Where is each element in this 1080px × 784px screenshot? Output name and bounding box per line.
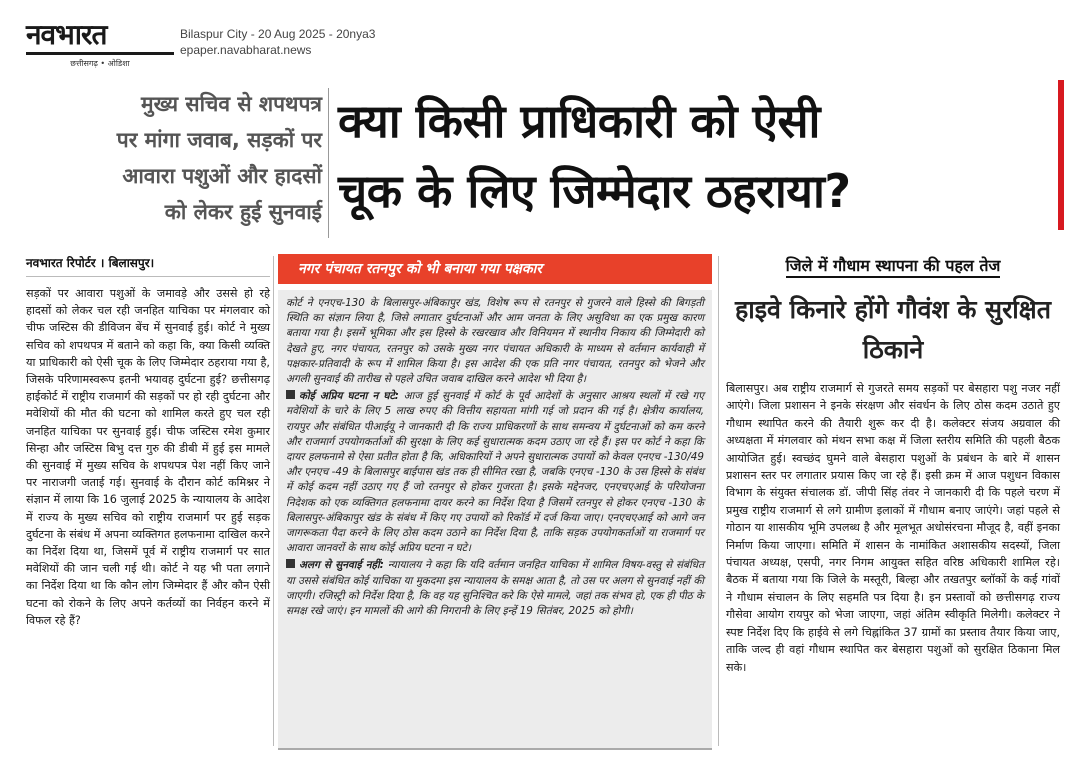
secondary-story-body: बिलासपुर। अब राष्ट्रीय राजमार्ग से गुजरते समय सड़कों पर बेसहारा पशु नजर नहीं आएंगे। जिला प्रशासन ने इनके संरक्षण और संवर्धन के लिए ठोस कदम उठाते हुए गौधाम स्थापित करने की तैयारी शुरू कर दी है। कलेक्टर संजय अग्रवाल की अध्यक्षता में मंगलवार को मंथन सभा कक्ष में जिला स्तरीय समिति की पहली बैठक आयोजित हुई। स्वच्छंद घुमने वाले बेसहारा पशुओं के प्रबंधन के बारे में शासन प्रशासन स्तर पर लगातार प्रयास किए जा रहे हैं। इसी क्रम में आज पशुधन विकास विभाग के संयुक्त संचालक डॉ. जीपी सिंह तंवर ने जानकारी दी कि पहले चरण में प्रमुख राष्ट्रीय राजमार्ग से लगे ग्रामीण इलाकों में गौधाम बनाए जाएंगे। जहां पहले से गोठान या शासकीय भूमि उपलब्ध है और मूलभूत अधोसंरचना मौजूद है, वहीं इनका निर्माण किया जाएगा। समिति में शासन के नामांकित अशासकीय सदस्यों, जिला पंचायत अध्यक्ष, एसपी, नगर निगम आयुक्त सहित वरिष्ठ अधिकारी शामिल रहे। बैठक में बताया गया कि जिले के मस्तूरी, बिल्हा और तखतपुर ब्लॉकों के कई गांवों ने गौधाम संचालन के लिए सहमति पत्र दिया है। इन प्रस्तावों को छत्तीसगढ़ राज्य गौसेवा आयोग रायपुर को भेजा जाएगा, जहां अंतिम स्वीकृति मिलेगी। कलेक्टर ने स्पष्ट निर्देश दिए कि हाईवे से लगे चिह्नांकित 37 ग्रामों का प्रस्ताव तैयार किया जाए, ताकि जल्द ही वहां गौधाम स्थापित कर बेसहारा पशुओं को सुरक्षित ठिकाना मिल सके। <box>726 382 1060 674</box>
deck-line: आवारा पशुओं और हादसों <box>122 164 322 188</box>
accent-rule <box>1058 80 1064 230</box>
bullet-square-icon <box>286 559 295 568</box>
paragraph-text: आज हुई सुनवाई में कोर्ट के पूर्व आदेशों के अनुसार आश्रय स्थलों में रखे गए मवेशियों के चारे के लिए 5 लाख रुपए की वित्तीय सहायता मांगी गई जो प्रदान की गई है। क्षेत्रीय कार्यालय, रायपुर और संबंधित पीआईयू ने जानकारी दी कि राज्य प्राधिकरणों के साथ समन्वय में दुर्घटनाओं को कम करने और राजमार्ग उपयोगकर्ताओं की सुरक्षा के लिए कई सुधारात्मक कदम उठाए जा रहे हैं। इस पर कोर्ट ने कहा कि दायर हलफनामे से ऐसा प्रतीत होता है कि, अधिकारियों ने अपने सुधारात्मक उपायों को केवल एनएच -130/49 और एनएच -49 के बिलासपुर बाईपास खंड तक ही सीमित रखा है, जबकि एनएच -130 के उस हिस्से के संबंध में कोई कदम नहीं उठाए गए हैं जो रतनपुर से होकर गुजरता है। इसके मद्देनजर, एनएचएआई के परियोजना निदेशक को एक व्यक्तिगत हलफनामा दायर करने का निर्देश दिया है जिसमें रतनपुर से होकर एनएच -130 के बिलासपुर-अंबिकापुर खंड के संबंध में किए गए उपायों को रिकॉर्ड में दर्ज किया जाए। एनएचएआई को आगे जन जागरूकता पैदा करने के लिए ठोस कदम उठाने का निर्देश दिया है, ताकि सड़क उपयोगकर्ताओं या राजमार्ग पर आवारा जानवरों के साथ कोई अप्रिय घटना न घटे। <box>286 390 704 555</box>
sidebar-paragraph <box>286 558 704 619</box>
column-divider <box>273 256 274 746</box>
deck-line: पर मांगा जवाब, सड़कों पर <box>116 128 322 152</box>
paragraph-lead: कोई अप्रिय घटना न घटे: <box>299 390 399 403</box>
sidebar-paragraph: कोर्ट ने एनएच-130 के बिलासपुर-अंबिकापुर खंड, विशेष रूप से रतनपुर से गुजरने वाले हिस्से की बिगड़ती स्थिति का संज्ञान लिया है, जिसे लगातार दुर्घटनाओं और आम जनता के लिए असुविधा का एक प्रमुख कारण बताया गया है। इसमें भूमिका और इस हिस्से के रखरखाव और विनियमन में स्थानीय निकाय की जिम्मेदारी को देखते हुए, नगर पंचायत, रतनपुर को उसके मुख्य नगर पंचायत अधिकारी के माध्यम से वर्तमान कार्यवाही में पक्षकार-प्रतिवादी के रूप में शामिल किया है। इस आदेश की एक प्रति नगर पंचायत, रतनपुर को भेजने और अगली सुनवाई की तारीख से पहले उचित जवाब दाखिल करने आदेश भी दिया है। <box>286 297 704 386</box>
main-story-column <box>26 254 270 754</box>
logo-subtitle: छत्तीसगढ़ • ओडिशा <box>70 59 130 68</box>
masthead <box>18 14 1062 70</box>
byline: नवभारत रिपोर्टर । बिलासपुर। <box>26 254 270 277</box>
edition-line: Bilaspur City - 20 Aug 2025 - 20nya3 <box>180 27 376 41</box>
headline-line: चूक के लिए जिम्मेदार ठहराया? <box>338 164 851 218</box>
paragraph-text: न्यायालय ने कहा कि यदि वर्तमान जनहित याचिका में शामिल विषय-वस्तु से संबंधित या उससे संबंधित कोई याचिका या मुकदमा इस न्यायालय के समक्ष आता है, तो उस पर अलग से सुनवाई नहीं की जाएगी। रजिस्ट्री को निर्देश दिया है, कि वह यह सुनिश्चित करे कि ऐसे मामले, जहां तक संभव हो, एक ही पीठ के समक्ष रखे जाएं। इन मामलों की आगे की निगरानी के लिए इन्हें 19 सितंबर, 2025 को होगी। <box>286 559 704 618</box>
epaper-url: epaper.navabharat.news <box>180 43 312 57</box>
section-banner: नगर पंचायत रतनपुर को भी बनाया गया पक्षकार <box>278 254 712 284</box>
story-body: सड़कों पर आवारा पशुओं के जमावड़े और उससे हो रहे हादसों को लेकर चल रही जनहित याचिका पर मंगलवार को चीफ जस्टिस की डीविजन बेंच में सुनवाई हुई। कोर्ट ने मुख्य सचिव को शपथपत्र में बताने को कहा कि, क्या किसी व्यक्ति या प्राधिकारी को ऐसी चूक के लिए जिम्मेदार ठहराया गया है, जिसके परिणामस्वरूप इतनी भयावह दुर्घटना हुई? छत्तीसगढ़ हाईकोर्ट में राष्ट्रीय राजमार्ग की सड़कों पर हो रही दुर्घटना और मवेशियों की मौत की घटना को शामिल करते हुए चल रही जनहित याचिका पर सुनवाई हुई। चीफ जस्टिस रमेश कुमार सिन्हा और जस्टिस बिभु दत्त गुरु की डीबी में हुई इस मामले की सुनवाई में मुख्य सचिव के शपथपत्र पेश नहीं किए जाने पर नाराजगी जताई गई। सुनवाई के दौरान कोर्ट कमिश्नर ने संज्ञान में लाया कि 16 जुलाई 2025 के न्यायालय के आदेश में राज्य के मुख्य सचिव को राष्ट्रीय राजमार्ग पर हुई सड़क दुर्घटना के संबंध में अपना व्यक्तिगत हलफनामा दाखिल करने का निर्देश दिया था, जिसमें पूर्व में राष्ट्रीय राजमार्ग पर सात मवेशियों की जान चली गई थी। कोर्ट ने यह भी पता लगाने का निर्देश दिया था कि कौन लोग जिम्मेदार हैं और कौन ऐसी घटना को रोकने के लिए अपने कर्तव्यों का निर्वहन करने में विफल रहे हैं? <box>26 287 270 627</box>
headline-line: क्या किसी प्राधिकारी को ऐसी <box>338 94 820 148</box>
secondary-story-column <box>726 254 1060 754</box>
logo-title: नवभारत <box>26 18 174 55</box>
deck-headline <box>30 86 322 236</box>
secondary-headline: हाइवे किनारे होंगे गौवंश के सुरक्षित ठिकाने <box>735 295 1051 364</box>
deck-line: मुख्य सचिव से शपथपत्र <box>141 92 322 116</box>
main-headline <box>338 86 1054 238</box>
paragraph-lead: अलग से सुनवाई नहीं: <box>299 559 384 572</box>
deck-line: को लेकर हुई सुनवाई <box>164 200 322 224</box>
edition-info <box>180 26 375 58</box>
sidebar-box <box>278 290 712 750</box>
divider <box>328 88 329 238</box>
sidebar-paragraph <box>286 389 704 556</box>
column-divider <box>718 256 719 746</box>
newspaper-logo <box>26 18 174 70</box>
story-kicker <box>726 254 1060 278</box>
bullet-square-icon <box>286 390 295 399</box>
sidebar-story-column <box>278 254 712 754</box>
kicker-text: जिले में गौधाम स्थापना की पहल तेज <box>786 256 1001 278</box>
